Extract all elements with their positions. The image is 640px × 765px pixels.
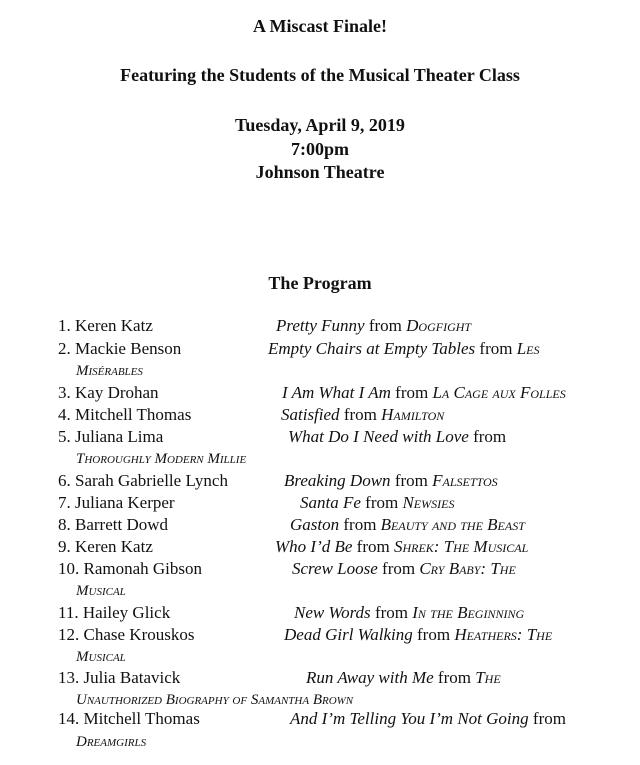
show-title: In the Beginning — [412, 603, 525, 622]
performer-name: 7. Juliana Kerper — [58, 493, 175, 512]
performer-name: 1. Keren Katz — [58, 316, 153, 335]
performer-name: 8. Barrett Dowd — [58, 515, 169, 534]
event-title: A Miscast Finale! — [253, 16, 387, 36]
performer-name: 4. Mitchell Thomas — [58, 405, 192, 424]
song-title: Screw Loose — [292, 559, 378, 578]
show-title: Falsettos — [432, 471, 498, 490]
show-title: Cry Baby: The — [419, 559, 516, 578]
show-title: La Cage aux Folles — [432, 383, 566, 402]
song-title: I Am What I Am — [282, 383, 391, 402]
song-title: What Do I Need with Love — [288, 427, 469, 446]
from-word: from — [394, 471, 428, 490]
performer-name: 2. Mackie Benson — [58, 339, 182, 358]
from-word: from — [365, 493, 399, 512]
song-title: Santa Fe — [300, 493, 361, 512]
performer-name: 3. Kay Drohan — [58, 383, 159, 402]
show-title-continued: Dreamgirls — [76, 734, 147, 750]
song-title: Run Away with Me — [306, 668, 434, 687]
song-title: Pretty Funny — [276, 316, 365, 335]
performer-name: 6. Sarah Gabrielle Lynch — [58, 471, 228, 490]
performer-name: 11. Hailey Glick — [58, 603, 171, 622]
show-title: Beauty and the Beast — [380, 515, 525, 534]
show-title-continued: Thoroughly Modern Millie — [76, 451, 247, 467]
event-subtitle: Featuring the Students of the Musical Theater Class — [120, 65, 520, 85]
from-word: from — [417, 625, 451, 644]
song-title: Dead Girl Walking — [284, 625, 413, 644]
song-title: Gaston — [290, 515, 340, 534]
from-word: from — [356, 537, 390, 556]
event-date: Tuesday, April 9, 2019 — [235, 115, 405, 135]
performer-name: 9. Keren Katz — [58, 537, 153, 556]
performer-name: 5. Juliana Lima — [58, 427, 164, 446]
song-title: And I’m Telling You I’m Not Going — [290, 709, 529, 728]
performer-name: 10. Ramonah Gibson — [58, 559, 203, 578]
show-title-continued: Musical — [76, 583, 126, 599]
song-title: Empty Chairs at Empty Tables — [268, 339, 476, 358]
show-title: Shrek: The Musical — [393, 537, 529, 556]
from-word: from — [343, 405, 377, 424]
show-title-continued: Unauthorized Biography of Samantha Brown — [76, 692, 354, 708]
from-word: from — [395, 383, 429, 402]
from-word: from — [473, 427, 507, 446]
show-title-continued: Musical — [76, 649, 126, 665]
song-title: Who I’d Be — [275, 537, 353, 556]
show-title-continued: Misérables — [76, 363, 143, 379]
show-title: Heathers: The — [454, 625, 553, 644]
show-title: The — [475, 668, 501, 687]
from-word: from — [479, 339, 513, 358]
performer-name: 14. Mitchell Thomas — [58, 709, 200, 728]
show-title: Dogfight — [406, 316, 472, 335]
event-time: 7:00pm — [291, 139, 349, 159]
from-word: from — [382, 559, 416, 578]
from-word: from — [437, 668, 471, 687]
from-word: from — [374, 603, 408, 622]
event-venue: Johnson Theatre — [255, 162, 385, 182]
program-heading: The Program — [268, 273, 372, 293]
song-title: New Words — [294, 603, 371, 622]
song-title: Satisfied — [281, 405, 340, 424]
show-title: Hamilton — [381, 405, 445, 424]
show-title: Les — [516, 339, 540, 358]
performer-name: 12. Chase Krouskos — [58, 625, 195, 644]
performer-name: 13. Julia Batavick — [58, 668, 181, 687]
from-word: from — [532, 709, 566, 728]
from-word: from — [368, 316, 402, 335]
from-word: from — [343, 515, 377, 534]
show-title: Newsies — [402, 493, 455, 512]
song-title: Breaking Down — [284, 471, 391, 490]
